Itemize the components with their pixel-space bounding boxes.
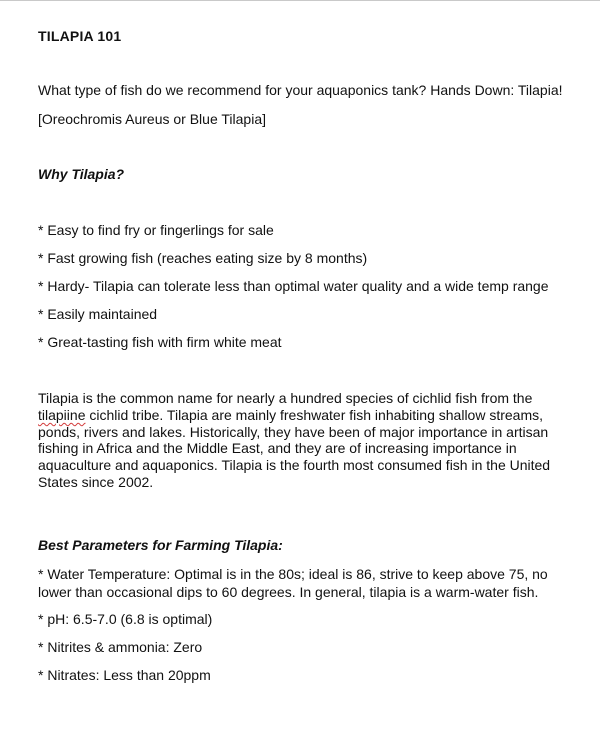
param-bullet-nitrites-ammonia: * Nitrites & ammonia: Zero xyxy=(38,639,203,655)
why-bullet-3: * Hardy- Tilapia can tolerate less than optimal water quality and a wide temp range xyxy=(38,278,549,294)
why-tilapia-heading: Why Tilapia? xyxy=(38,166,125,182)
spellcheck-flagged-word: tilapiine xyxy=(38,406,86,423)
intro-line-1: What type of fish do we recommend for your aquaponics tank? Hands Down: Tilapia! xyxy=(38,82,563,98)
why-bullet-4: * Easily maintained xyxy=(38,306,158,322)
intro-line-2: [Oreochromis Aureus or Blue Tilapia] xyxy=(38,111,266,127)
page-top-border xyxy=(0,0,600,1)
document-title: TILAPIA 101 xyxy=(38,28,122,44)
why-bullet-1: * Easy to find fry or fingerlings for sale xyxy=(38,222,274,238)
best-parameters-heading: Best Parameters for Farming Tilapia: xyxy=(38,537,283,553)
paragraph-text-start: Tilapia is the common name for nearly a hundred species of cichlid fish from the xyxy=(38,390,533,406)
param-bullet-ph: * pH: 6.5-7.0 (6.8 is optimal) xyxy=(38,611,213,627)
why-bullet-5: * Great-tasting fish with firm white meat xyxy=(38,334,282,350)
param-bullet-water-temperature: * Water Temperature: Optimal is in the 80s; ideal is 86, strive to keep above 75, no lower than occasional dips to 60 degrees. In general, tilapia is a warm-water fish. xyxy=(38,566,548,600)
paragraph-text-end: cichlid tribe. Tilapia are mainly freshwater fish inhabiting shallow streams, ponds, rivers and lakes. Historically, they have been of major importance in artisan fishing in Africa and the Middle East, and they are of increasing importance in aquaculture and aquaponics. Tilapia is the fourth most consumed fish in the United States since 2002. xyxy=(38,406,551,490)
why-bullet-2: * Fast growing fish (reaches eating size by 8 months) xyxy=(38,250,368,266)
tilapia-description-paragraph xyxy=(38,390,578,491)
param-bullet-nitrates: * Nitrates: Less than 20ppm xyxy=(38,667,211,683)
